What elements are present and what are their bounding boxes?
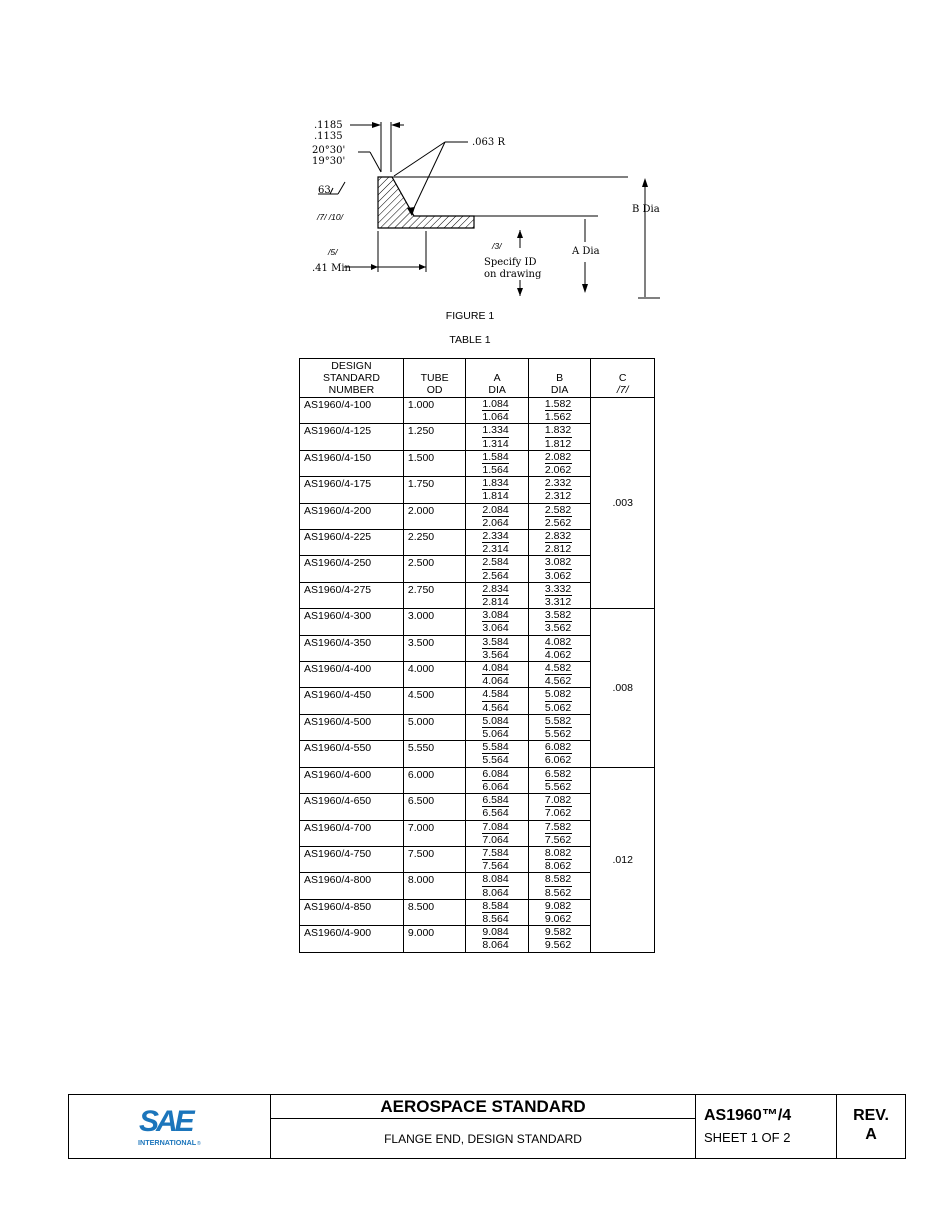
a-dia-max: 6.584 (482, 794, 509, 807)
a-dia-cell (466, 873, 529, 899)
a-dia-min: 6.064 (482, 780, 509, 793)
tube-od-cell: 6.000 (403, 767, 466, 793)
a-dia-cell (466, 582, 529, 608)
tube-od-cell: 7.500 (403, 846, 466, 872)
b-dia-cell (528, 503, 591, 529)
b-dia-min: 7.062 (544, 807, 572, 820)
a-dia-cell (466, 609, 529, 635)
a-dia-min: 5.564 (482, 754, 509, 767)
a-dia-max: 2.084 (482, 503, 509, 516)
radius-label: .063 R (472, 137, 505, 148)
b-dia-min: 9.062 (544, 912, 572, 925)
revision-cell (836, 1095, 906, 1158)
tube-od-cell: 2.250 (403, 530, 466, 556)
a-dia-max: 3.584 (482, 635, 509, 648)
a-dia-min: 2.064 (482, 516, 509, 529)
b-dia-label: B Dia (632, 204, 660, 215)
svg-text:INTERNATIONAL: INTERNATIONAL (138, 1138, 197, 1147)
design-number-cell: AS1960/4-200 (300, 503, 404, 529)
min-length: .41 Min (312, 263, 351, 274)
a-dia-cell (466, 635, 529, 661)
table-header-row (300, 359, 655, 398)
tube-od-cell: 3.000 (403, 609, 466, 635)
angle-lower: 19°30' (312, 156, 346, 167)
a-dia-min: 1.314 (482, 437, 509, 450)
doc-number: AS1960™/4 (704, 1107, 792, 1124)
tube-od-cell: 2.000 (403, 503, 466, 529)
a-dia-max: 2.584 (482, 556, 509, 569)
a-dia-cell (466, 556, 529, 582)
a-dia-max: 3.084 (482, 609, 509, 622)
design-number-cell: AS1960/4-850 (300, 899, 404, 925)
b-dia-cell (528, 582, 591, 608)
a-dia-cell (466, 398, 529, 424)
a-dia-cell (466, 899, 529, 925)
a-dia-min: 2.814 (482, 596, 509, 609)
dim-lower: .1135 (314, 131, 343, 142)
a-dia-max: 7.584 (482, 846, 509, 859)
b-dia-max: 3.082 (544, 556, 572, 569)
b-dia-min: 3.062 (544, 569, 572, 582)
b-dia-cell (528, 873, 591, 899)
b-dia-max: 3.332 (544, 582, 572, 595)
design-number-cell: AS1960/4-100 (300, 398, 404, 424)
note5: /5/ (328, 247, 338, 257)
tube-od-cell: 3.500 (403, 635, 466, 661)
b-dia-max: 7.582 (544, 820, 572, 833)
design-number-cell: AS1960/4-225 (300, 530, 404, 556)
svg-text:®: ® (197, 1141, 201, 1147)
b-dia-cell (528, 530, 591, 556)
b-dia-min: 1.812 (544, 437, 572, 450)
b-dia-min: 8.562 (544, 886, 572, 899)
b-dia-max: 2.082 (544, 450, 572, 463)
b-dia-min: 4.562 (544, 675, 572, 688)
table-row (300, 609, 655, 635)
b-dia-min: 7.562 (544, 833, 572, 846)
b-dia-min: 5.562 (544, 728, 572, 741)
table-row (300, 767, 655, 793)
b-dia-max: 6.582 (544, 767, 572, 780)
tube-od-cell: 2.750 (403, 582, 466, 608)
tube-od-cell: 1.500 (403, 450, 466, 476)
b-dia-max: 4.082 (544, 635, 572, 648)
b-dia-min: 6.062 (544, 754, 572, 767)
a-dia-cell (466, 662, 529, 688)
design-number-cell: AS1960/4-750 (300, 846, 404, 872)
document-subtitle: FLANGE END, DESIGN STANDARD (384, 1132, 582, 1146)
tube-od-cell: 6.500 (403, 794, 466, 820)
b-dia-cell (528, 556, 591, 582)
angle-upper: 20°30' (312, 145, 346, 156)
b-dia-min: 8.062 (544, 860, 572, 873)
a-dia-max: 5.584 (482, 741, 509, 754)
a-dia-min: 4.064 (482, 675, 509, 688)
a-dia-min: 1.814 (482, 490, 509, 503)
b-dia-max: 2.332 (544, 477, 572, 490)
notes-left: /7/ /10/ (317, 212, 343, 222)
a-dia-max: 5.084 (482, 714, 509, 727)
b-dia-cell (528, 424, 591, 450)
design-number-cell: AS1960/4-700 (300, 820, 404, 846)
specify-id-line2: on drawing (484, 269, 542, 280)
a-dia-max: 4.584 (482, 688, 509, 701)
a-dia-min: 1.064 (482, 411, 509, 424)
design-number-cell: AS1960/4-550 (300, 741, 404, 767)
tube-od-cell: 1.000 (403, 398, 466, 424)
design-number-cell: AS1960/4-350 (300, 635, 404, 661)
b-dia-cell (528, 926, 591, 952)
a-dia-min: 6.564 (482, 807, 509, 820)
a-dia-max: 1.584 (482, 450, 509, 463)
header-b-dia: B DIA (528, 359, 591, 398)
design-number-cell: AS1960/4-125 (300, 424, 404, 450)
design-number-cell: AS1960/4-800 (300, 873, 404, 899)
design-number-cell: AS1960/4-600 (300, 767, 404, 793)
a-dia-cell (466, 767, 529, 793)
figure-caption: FIGURE 1 (445, 310, 495, 322)
table-row (300, 398, 655, 424)
c-value-cell: .012 (591, 767, 655, 952)
a-dia-max: 7.084 (482, 820, 509, 833)
a-dia-min: 3.064 (482, 622, 509, 635)
a-dia-max: 1.334 (482, 424, 509, 437)
a-dia-min: 7.064 (482, 833, 509, 846)
tube-od-cell: 8.000 (403, 873, 466, 899)
b-dia-min: 1.562 (544, 411, 572, 424)
flange-section (378, 177, 474, 228)
c-value-cell: .003 (591, 398, 655, 609)
b-dia-cell (528, 450, 591, 476)
tube-od-cell: 9.000 (403, 926, 466, 952)
design-number-cell: AS1960/4-150 (300, 450, 404, 476)
revision-label: REV. (853, 1107, 889, 1124)
a-dia-min: 1.564 (482, 464, 509, 477)
b-dia-cell (528, 635, 591, 661)
b-dia-cell (528, 846, 591, 872)
b-dia-min: 3.562 (544, 622, 572, 635)
c-value-cell: .008 (591, 609, 655, 767)
a-dia-cell (466, 820, 529, 846)
a-dia-max: 9.084 (482, 926, 509, 939)
design-number-cell: AS1960/4-275 (300, 582, 404, 608)
b-dia-min: 2.812 (544, 543, 572, 556)
b-dia-min: 5.562 (544, 780, 572, 793)
a-dia-cell (466, 688, 529, 714)
b-dia-max: 4.582 (544, 662, 572, 675)
a-dia-cell (466, 477, 529, 503)
b-dia-max: 5.582 (544, 714, 572, 727)
tube-od-cell: 4.000 (403, 662, 466, 688)
b-dia-max: 5.082 (544, 688, 572, 701)
doc-number-cell (695, 1095, 837, 1158)
a-dia-cell (466, 424, 529, 450)
title-block (68, 1094, 906, 1159)
a-dia-max: 8.084 (482, 873, 509, 886)
b-dia-cell (528, 714, 591, 740)
a-dia-max: 2.334 (482, 530, 509, 543)
flange-figure (298, 112, 673, 307)
b-dia-cell (528, 477, 591, 503)
b-dia-max: 8.082 (544, 846, 572, 859)
dim-upper: .1185 (314, 120, 343, 131)
b-dia-max: 2.832 (544, 530, 572, 543)
b-dia-max: 2.582 (544, 503, 572, 516)
a-dia-cell (466, 741, 529, 767)
design-table (299, 358, 655, 953)
b-dia-max: 1.582 (544, 398, 572, 410)
b-dia-cell (528, 662, 591, 688)
design-number-cell: AS1960/4-650 (300, 794, 404, 820)
a-dia-max: 8.584 (482, 899, 509, 912)
a-dia-max: 4.084 (482, 662, 509, 675)
a-dia-min: 8.064 (482, 886, 509, 899)
tube-od-cell: 5.550 (403, 741, 466, 767)
a-dia-min: 2.564 (482, 569, 509, 582)
specify-id-line1: Specify ID (484, 257, 537, 268)
b-dia-min: 5.062 (544, 701, 572, 714)
b-dia-cell (528, 899, 591, 925)
b-dia-min: 2.062 (544, 464, 572, 477)
design-number-cell: AS1960/4-300 (300, 609, 404, 635)
a-dia-cell (466, 714, 529, 740)
a-dia-min: 3.564 (482, 648, 509, 661)
b-dia-max: 3.582 (544, 609, 572, 622)
header-c: C /7/ (591, 359, 655, 398)
a-dia-min: 8.064 (482, 939, 509, 952)
design-number-cell: AS1960/4-450 (300, 688, 404, 714)
logo-cell (69, 1095, 271, 1158)
a-dia-cell (466, 530, 529, 556)
a-dia-cell (466, 503, 529, 529)
a-dia-min: 8.564 (482, 912, 509, 925)
a-dia-min: 2.314 (482, 543, 509, 556)
svg-text:SAE: SAE (139, 1105, 192, 1138)
b-dia-min: 2.562 (544, 516, 572, 529)
design-number-cell: AS1960/4-250 (300, 556, 404, 582)
b-dia-max: 6.082 (544, 741, 572, 754)
a-dia-min: 5.064 (482, 728, 509, 741)
note3: /3/ (492, 241, 502, 251)
b-dia-cell (528, 609, 591, 635)
a-dia-label: A Dia (572, 246, 600, 257)
b-dia-min: 2.312 (544, 490, 572, 503)
b-dia-min: 9.562 (544, 939, 572, 952)
tube-od-cell: 2.500 (403, 556, 466, 582)
b-dia-max: 1.832 (544, 424, 572, 437)
design-number-cell: AS1960/4-175 (300, 477, 404, 503)
b-dia-cell (528, 741, 591, 767)
tube-od-cell: 5.000 (403, 714, 466, 740)
b-dia-max: 9.082 (544, 899, 572, 912)
b-dia-cell (528, 794, 591, 820)
finish-label: 63 (318, 185, 331, 196)
document-title: AEROSPACE STANDARD (271, 1095, 695, 1119)
b-dia-max: 8.582 (544, 873, 572, 886)
a-dia-min: 7.564 (482, 860, 509, 873)
b-dia-cell (528, 820, 591, 846)
tube-od-cell: 7.000 (403, 820, 466, 846)
tube-od-cell: 4.500 (403, 688, 466, 714)
sheet-number: SHEET 1 OF 2 (704, 1130, 791, 1145)
tube-od-cell: 1.250 (403, 424, 466, 450)
design-number-cell: AS1960/4-900 (300, 926, 404, 952)
header-a-dia: A DIA (466, 359, 529, 398)
a-dia-min: 4.564 (482, 701, 509, 714)
a-dia-max: 6.084 (482, 767, 509, 780)
a-dia-max: 2.834 (482, 582, 509, 595)
table-caption: TABLE 1 (449, 334, 491, 346)
design-number-cell: AS1960/4-400 (300, 662, 404, 688)
b-dia-min: 4.062 (544, 648, 572, 661)
b-dia-max: 9.582 (544, 926, 572, 939)
header-design-number: DESIGN STANDARD NUMBER (300, 359, 404, 398)
a-dia-cell (466, 926, 529, 952)
a-dia-cell (466, 450, 529, 476)
header-tube-od: TUBE OD (403, 359, 466, 398)
a-dia-cell (466, 846, 529, 872)
b-dia-cell (528, 767, 591, 793)
revision-value: A (865, 1126, 877, 1143)
b-dia-cell (528, 688, 591, 714)
b-dia-min: 3.312 (544, 596, 572, 609)
design-number-cell: AS1960/4-500 (300, 714, 404, 740)
b-dia-max: 7.082 (544, 794, 572, 807)
tube-od-cell: 8.500 (403, 899, 466, 925)
tube-od-cell: 1.750 (403, 477, 466, 503)
b-dia-cell (528, 398, 591, 424)
sae-logo (137, 1103, 203, 1149)
a-dia-max: 1.834 (482, 477, 509, 490)
a-dia-cell (466, 794, 529, 820)
a-dia-max: 1.084 (482, 398, 509, 410)
